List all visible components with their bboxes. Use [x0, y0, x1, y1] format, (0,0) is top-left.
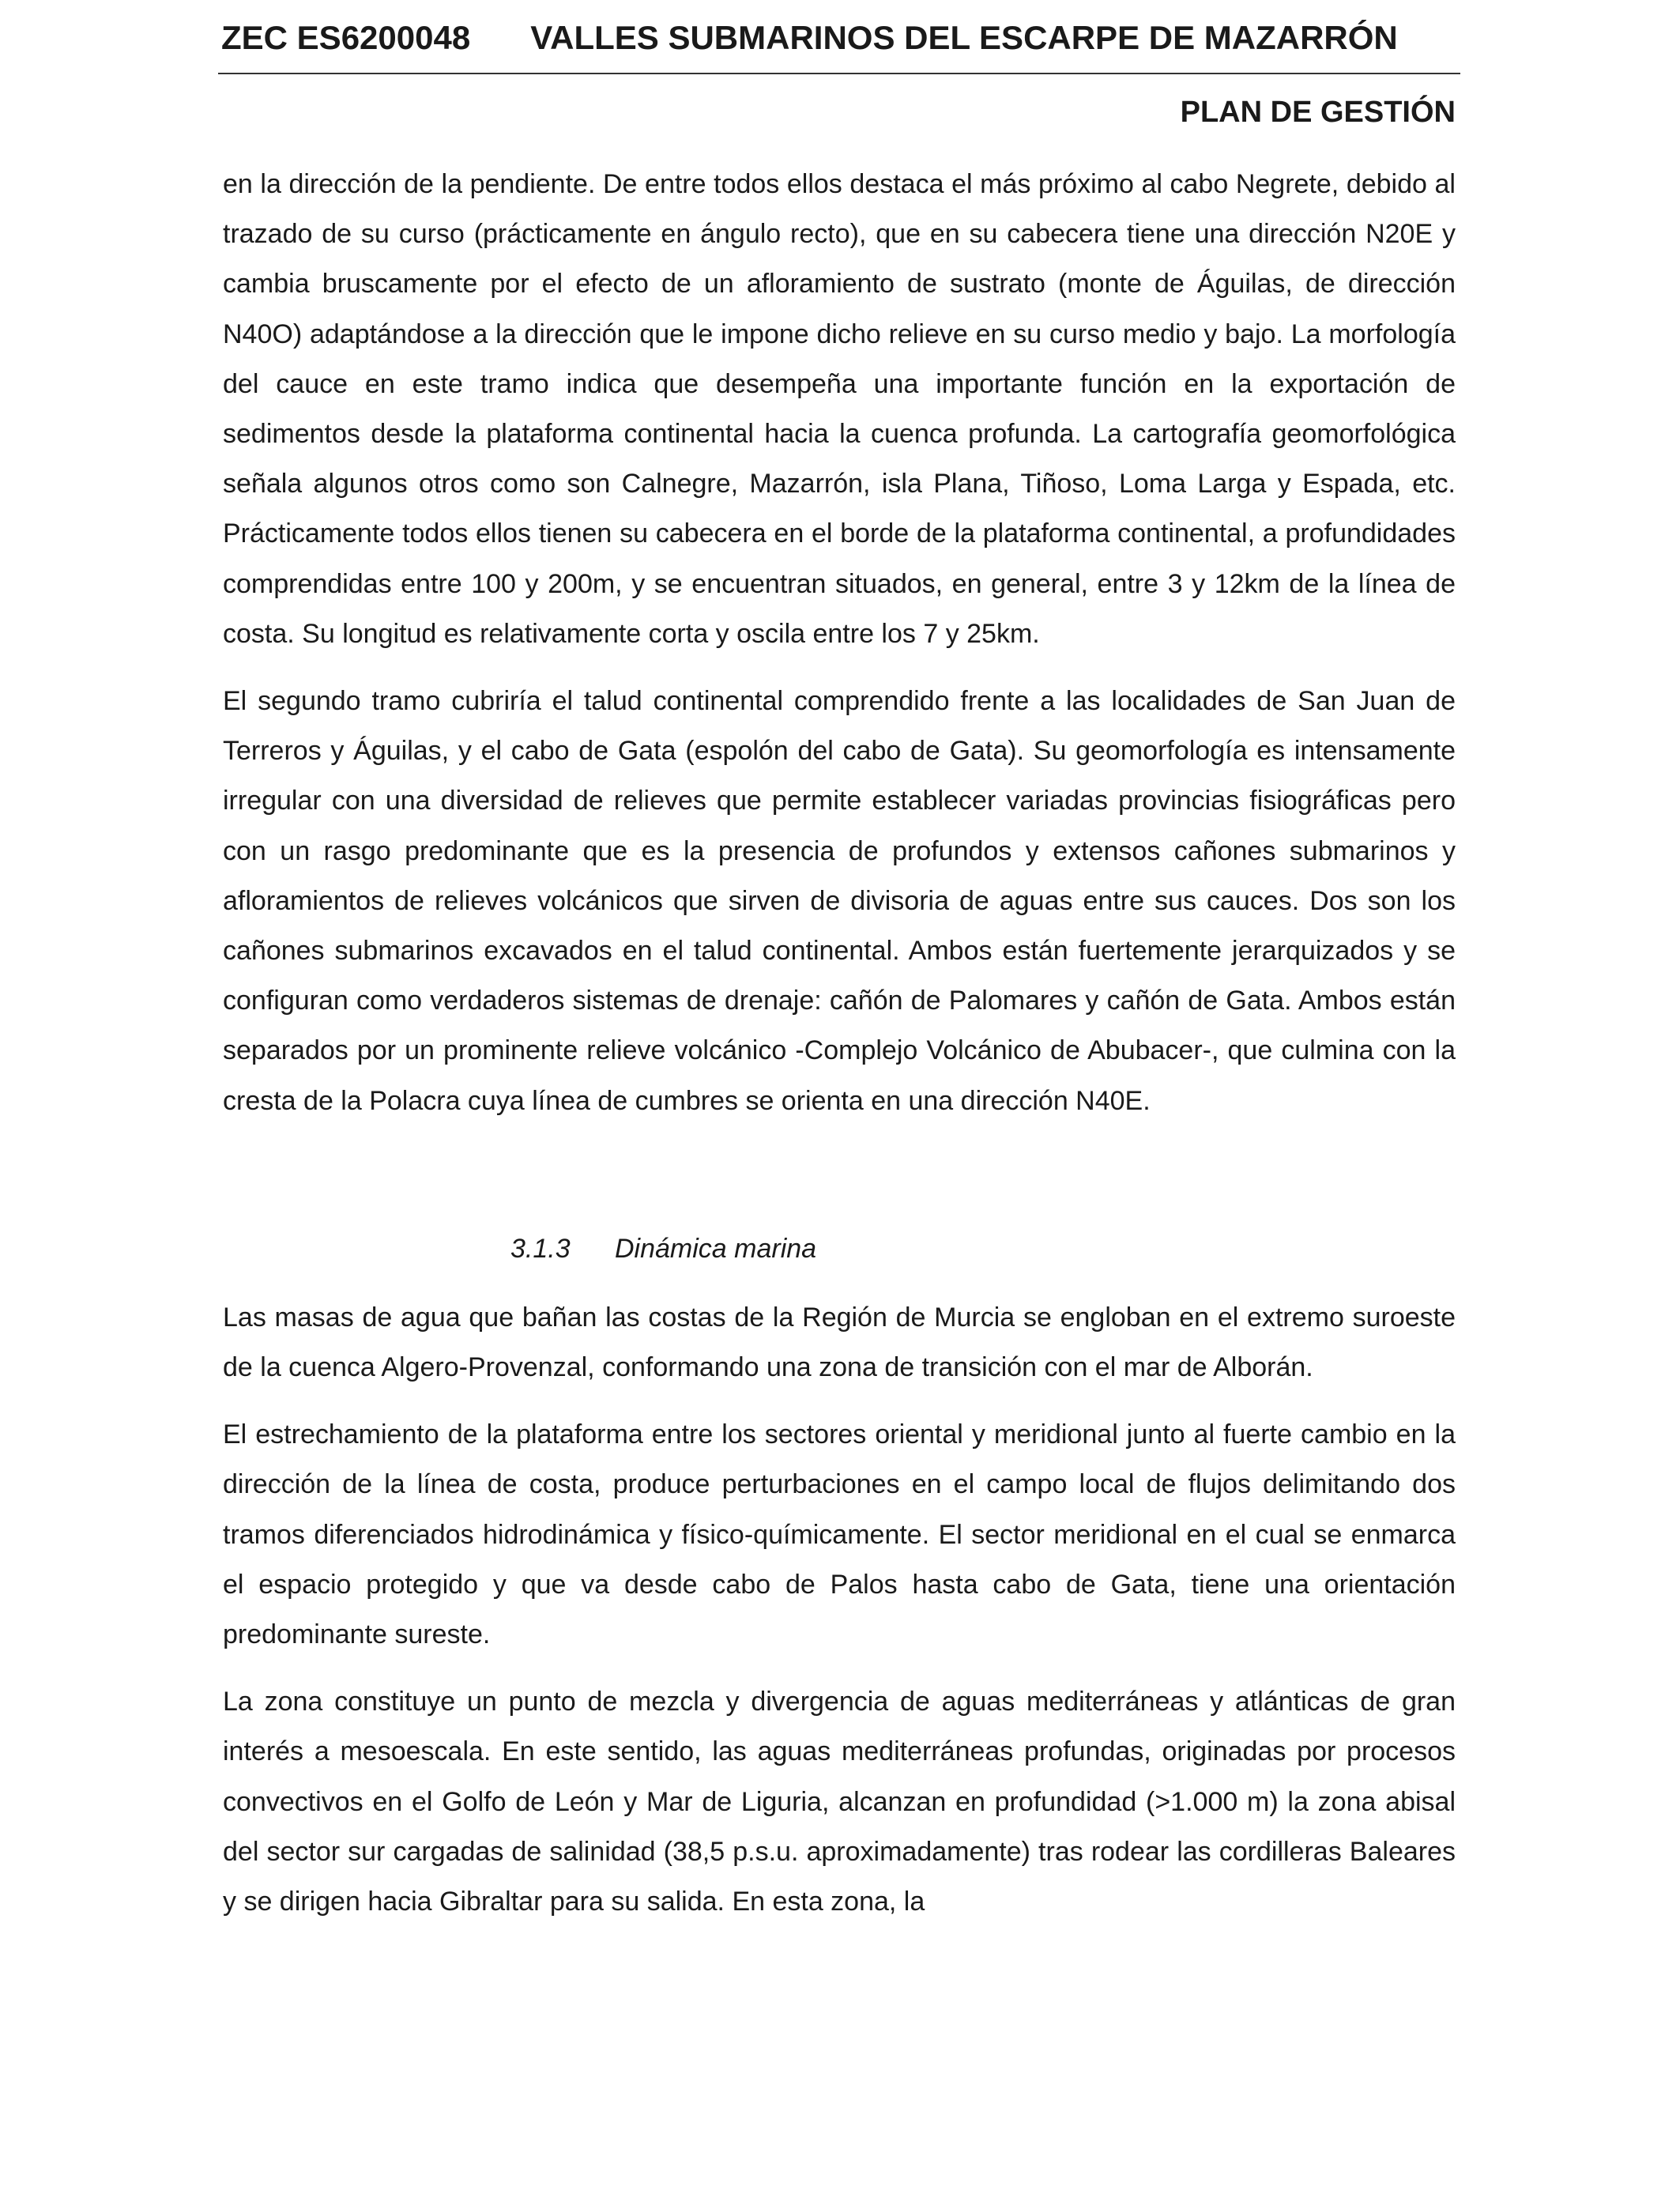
section-heading: [510, 1224, 1456, 1274]
paragraph: El estrechamiento de la plataforma entre los sectores oriental y meridional junto al fuerte cambio en la dirección de la línea de costa, produce perturbaciones en el campo local de flujos delimitando dos tramos diferenciados hidrodinámica y físico-químicamente. El sector meridional en el cual se enmarca el espacio protegido y que va desde cabo de Palos hasta cabo de Gata, tiene una orientación predominante sureste.: [223, 1419, 1456, 1650]
section-number: 3.1.3: [510, 1233, 571, 1264]
paragraph: en la dirección de la pendiente. De entre todos ellos destaca el más próximo al cabo Negrete, debido al trazado de su curso (prácticamente en ángulo recto), que en su cabecera tiene una dirección N20E y cambia bruscamente por el efecto de un afloramiento de sustrato (monte de Águilas, de dirección N40O) adaptándose a la dirección que le impone dicho relieve en su curso medio y bajo. La morfología del cauce en este tramo indica que desempeña una importante función en la exportación de sedimentos desde la plataforma continental hacia la cuenca profunda. La cartografía geomorfológica señala algunos otros como son Calnegre, Mazarrón, isla Plana, Tiñoso, Loma Larga y Espada, etc. Prácticamente todos ellos tienen su cabecera en el borde de la plataforma continental, a profundidades comprendidas entre 100 y 200m, y se encuentran situados, en general, entre 3 y 12km de la línea de costa. Su longitud es relativamente corta y oscila entre los 7 y 25km.: [223, 169, 1456, 649]
document-body: [223, 160, 1456, 1927]
document-subtitle: PLAN DE GESTIÓN: [1180, 96, 1456, 129]
paragraph: El segundo tramo cubriría el talud continental comprendido frente a las localidades de San Juan de Terreros y Águilas, y el cabo de Gata (espolón del cabo de Gata). Su geomorfología es intensamente irregular con una diversidad de relieves que permite establecer variadas provincias fisiográficas pero con un rasgo predominante que es la presencia de profundos y extensos cañones submarinos y afloramientos de relieves volcánicos que sirven de divisoria de aguas entre sus cauces. Dos son los cañones submarinos excavados en el talud continental. Ambos están fuertemente jerarquizados y se configuran como verdaderos sistemas de drenaje: cañón de Palomares y cañón de Gata. Ambos están separados por un prominente relieve volcánico -Complejo Volcánico de Abubacer-, que culmina con la cresta de la Polacra cuya línea de cumbres se orienta en una dirección N40E.: [223, 686, 1456, 1116]
section-title: Dinámica marina: [615, 1233, 817, 1264]
document-title: VALLES SUBMARINOS DEL ESCARPE DE MAZARRÓN: [530, 19, 1398, 56]
paragraph: Las masas de agua que bañan las costas de la Región de Murcia se engloban en el extremo suroeste de la cuenca Algero-Provenzal, conformando una zona de transición con el mar de Alborán.: [223, 1302, 1456, 1383]
header-divider: [218, 73, 1460, 74]
paragraph: La zona constituye un punto de mezcla y divergencia de aguas mediterráneas y atlánticas de gran interés a mesoescala. En este sentido, las aguas mediterráneas profundas, originadas por procesos convectivos en el Golfo de León y Mar de Liguria, alcanzan en profundidad (>1.000 m) la zona abisal del sector sur cargadas de salinidad (38,5 p.s.u. aproximadamente) tras rodear las cordilleras Baleares y se dirigen hacia Gibraltar para su salida. En esta zona, la: [223, 1687, 1456, 1917]
site-code: ZEC ES6200048: [221, 19, 471, 56]
page-header: [221, 9, 1459, 66]
